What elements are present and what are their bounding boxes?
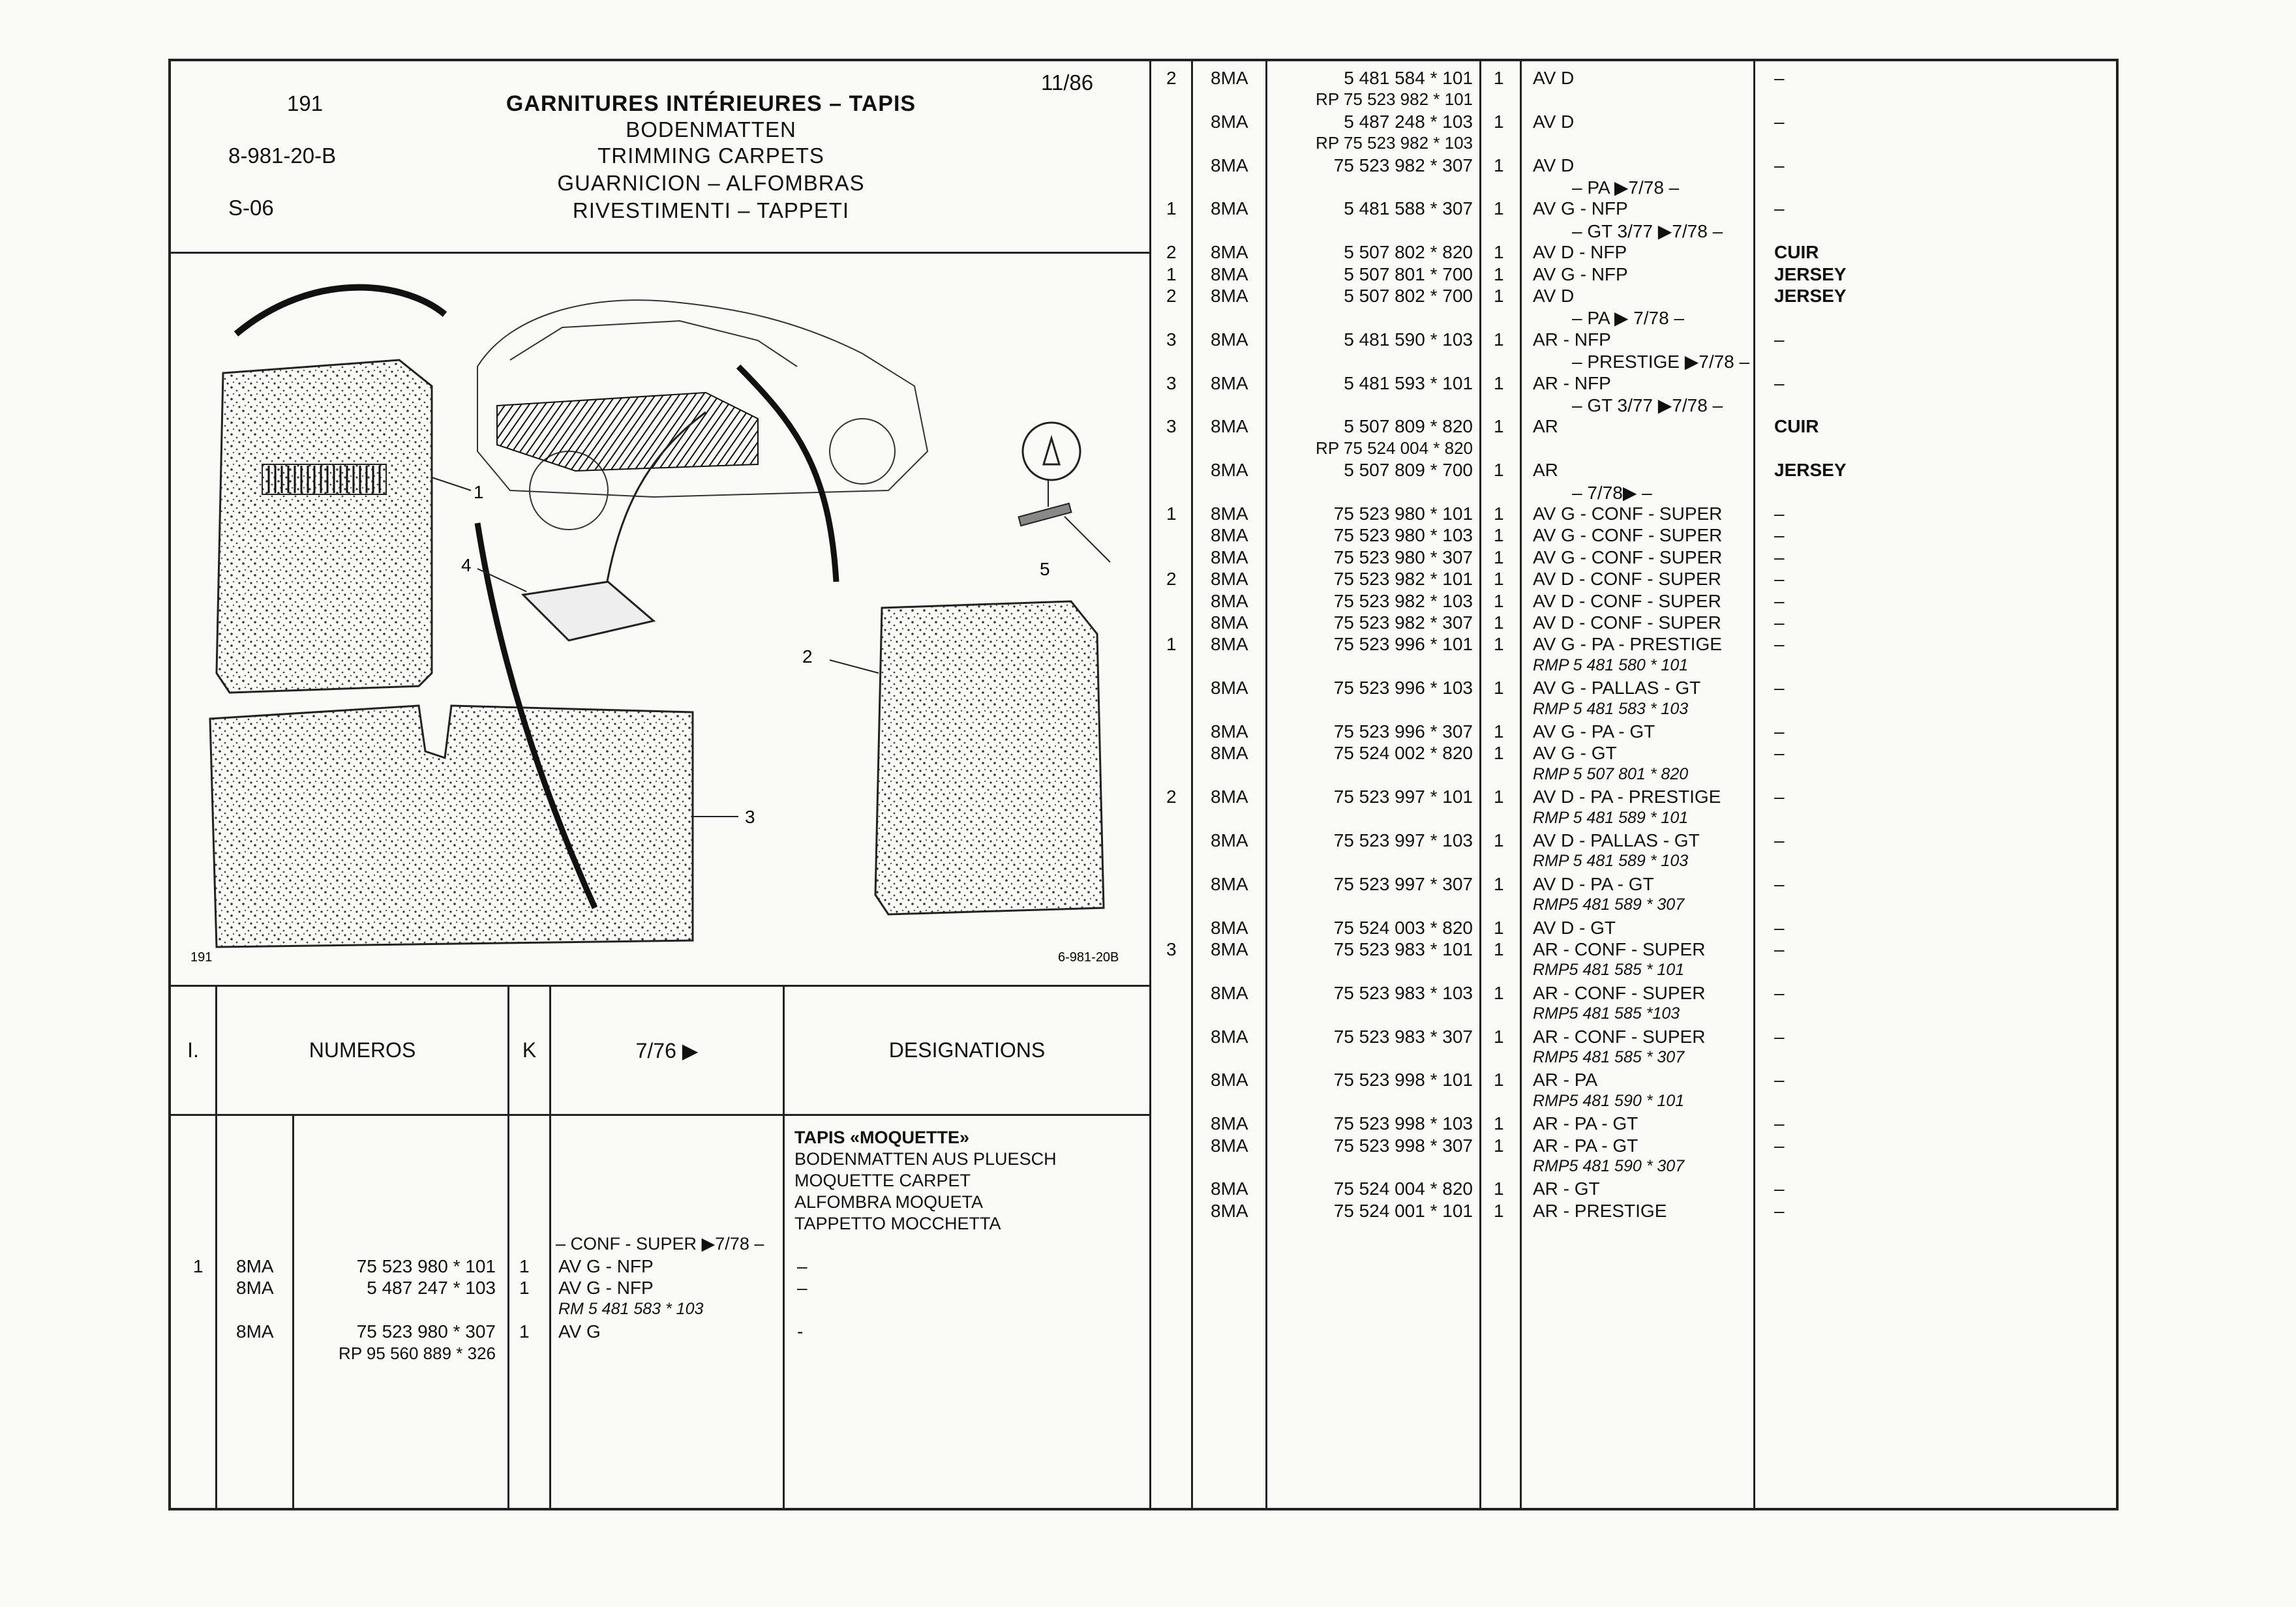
row-remark: CUIR (1774, 242, 1819, 263)
section-code: S-06 (228, 196, 274, 220)
row-part-number: 75 523 980 * 307 (1333, 547, 1473, 567)
row-k: 1 (1494, 68, 1504, 88)
row-k: 1 (1494, 634, 1504, 655)
title-italian: RIVESTIMENTI – TAPPETI (572, 198, 850, 222)
row-k: 1 (1494, 286, 1504, 306)
row-designation: AV G - NFP (558, 1278, 654, 1299)
row-part-number: 75 523 997 * 307 (1333, 873, 1473, 894)
row-k: 1 (1494, 263, 1504, 284)
row-remark: – (1774, 787, 1785, 807)
row-quantity-code: 8MA (1211, 68, 1248, 88)
desc-line-it: TAPPETTO MOCCHETTA (794, 1214, 1001, 1233)
title-german: BODENMATTEN (626, 117, 796, 142)
row-k: 1 (519, 1321, 530, 1342)
row-quantity-code: 8MA (1211, 743, 1248, 764)
row-designation: AV G - NFP (1533, 198, 1628, 219)
left-col-line-2 (292, 1114, 294, 1510)
row-index: 1 (1166, 503, 1177, 524)
row-index: 2 (1166, 242, 1177, 263)
row-remark: – (1774, 743, 1785, 764)
illustration-code-left: 191 (190, 950, 213, 965)
row-k: 1 (1494, 372, 1504, 393)
row-designation: RMP 5 481 583 * 103 (1533, 699, 1689, 718)
row-quantity-code: 8MA (1211, 721, 1248, 742)
row-part-number: 75 523 997 * 103 (1333, 830, 1473, 850)
row-part-number: 75 523 996 * 307 (1333, 721, 1473, 742)
row-quantity-code: 8MA (1211, 612, 1248, 633)
row-remark: JERSEY (1774, 286, 1847, 306)
row-part-number: 75 523 982 * 103 (1333, 590, 1473, 611)
row-designation: RMP 5 481 589 * 103 (1533, 852, 1689, 871)
row-k: 1 (1494, 1026, 1504, 1047)
row-k: 1 (519, 1256, 530, 1276)
row-part-number: 5 487 248 * 103 (1344, 111, 1473, 132)
row-quantity-code: 8MA (236, 1278, 274, 1299)
row-k: 1 (1494, 155, 1504, 175)
row-index: 2 (1166, 286, 1177, 306)
row-part-number: 75 523 983 * 307 (1333, 1026, 1473, 1047)
row-quantity-code: 8MA (1211, 1135, 1248, 1156)
row-index: 2 (1166, 569, 1177, 590)
col-header-numeros: NUMEROS (309, 1038, 416, 1062)
range-label: – CONF - SUPER ▶7/78 – (556, 1234, 764, 1254)
row-part-number: 75 523 996 * 103 (1333, 678, 1473, 698)
desc-line-de: BODENMATTEN AUS PLUESCH (794, 1149, 1057, 1169)
row-part-number: 75 523 982 * 307 (1333, 155, 1473, 175)
row-k: 1 (519, 1278, 530, 1299)
row-part-number: 75 523 980 * 103 (1333, 525, 1473, 546)
row-designation: AV D - PALLAS - GT (1533, 830, 1700, 850)
row-k: 1 (1494, 830, 1504, 850)
row-designation: AR - PA (1533, 1070, 1598, 1090)
row-designation: RMP5 481 585 * 307 (1533, 1048, 1685, 1066)
illustration-bottom-line (168, 985, 1149, 987)
row-remark: – (1774, 1200, 1785, 1221)
row-part-number: 75 523 982 * 101 (1333, 569, 1473, 590)
row-remark: – (797, 1256, 808, 1276)
row-designation: AR - GT (1533, 1179, 1600, 1199)
row-designation: RMP 5 481 580 * 101 (1533, 655, 1689, 674)
row-quantity-code: 8MA (1211, 1113, 1248, 1134)
row-designation: AV G - CONF - SUPER (1533, 547, 1723, 567)
row-quantity-code: 8MA (1211, 155, 1248, 175)
row-designation: – PA ▶ 7/78 – (1572, 308, 1685, 329)
right-col-line-1 (1191, 59, 1193, 1510)
row-designation: AV G - CONF - SUPER (1533, 525, 1723, 546)
row-remark: CUIR (1774, 416, 1819, 437)
row-k: 1 (1494, 917, 1504, 938)
row-quantity-code: 8MA (1211, 830, 1248, 850)
row-index: 2 (1166, 68, 1177, 88)
row-part-number: 75 523 980 * 101 (1333, 503, 1473, 524)
model-number: 191 (287, 91, 324, 115)
row-designation: AV D (1533, 111, 1575, 132)
row-k: 1 (1494, 1070, 1504, 1090)
row-remark: – (1774, 1135, 1785, 1156)
left-col-line-1 (215, 985, 217, 1510)
row-k: 1 (1494, 721, 1504, 742)
row-k: 1 (1494, 873, 1504, 894)
row-k: 1 (1494, 982, 1504, 1003)
revision-date: 11/86 (1041, 70, 1094, 95)
row-designation: RMP5 481 585 *103 (1533, 1004, 1680, 1023)
row-remark: – (1774, 1026, 1785, 1047)
row-designation: AR - PRESTIGE (1533, 1200, 1667, 1221)
row-designation: – PRESTIGE ▶7/78 – (1572, 352, 1750, 372)
row-part-number: 5 487 247 * 103 (367, 1278, 496, 1299)
row-index: 1 (1166, 263, 1177, 284)
row-part-number: 5 507 802 * 820 (1344, 242, 1473, 263)
row-quantity-code: 8MA (1211, 787, 1248, 807)
row-designation: AV D (1533, 286, 1575, 306)
heel-wedge (523, 582, 654, 640)
row-quantity-code: 8MA (1211, 372, 1248, 393)
col-header-date: 7/76 ▶ (635, 1039, 699, 1062)
front-left-mat (217, 360, 432, 693)
trim-strip-right (738, 367, 836, 582)
row-remark: – (1774, 721, 1785, 742)
left-col-line-3 (507, 985, 509, 1510)
row-quantity-code: 8MA (1211, 982, 1248, 1003)
row-quantity-code: 8MA (236, 1256, 274, 1276)
row-quantity-code: 8MA (1211, 917, 1248, 938)
row-k: 1 (1494, 1113, 1504, 1134)
row-quantity-code: 8MA (1211, 678, 1248, 698)
row-remark: – (1774, 1113, 1785, 1134)
row-designation: AR (1533, 460, 1558, 481)
row-designation: – 7/78▶ – (1572, 482, 1652, 503)
row-index: 3 (1166, 939, 1177, 959)
row-remark: – (1774, 612, 1785, 633)
row-designation: AR - NFP (1533, 329, 1611, 350)
row-remark: – (1774, 830, 1785, 850)
row-designation: AV D - CONF - SUPER (1533, 590, 1721, 611)
row-designation: RMP5 481 589 * 307 (1533, 895, 1685, 914)
row-remark: – (1774, 503, 1785, 524)
row-part-number: 5 507 801 * 700 (1344, 263, 1473, 284)
row-part-number: 5 481 590 * 103 (1344, 329, 1473, 350)
row-part-number: 5 507 802 * 700 (1344, 286, 1473, 306)
row-part-number: 75 523 998 * 307 (1333, 1135, 1473, 1156)
row-quantity-code: 8MA (1211, 286, 1248, 306)
row-index: 3 (1166, 372, 1177, 393)
row-part-number: 5 481 588 * 307 (1344, 198, 1473, 219)
row-designation: RMP 5 481 589 * 101 (1533, 808, 1689, 827)
row-k: 1 (1494, 678, 1504, 698)
row-remark: – (1774, 68, 1785, 88)
row-designation: AR - CONF - SUPER (1533, 1026, 1706, 1047)
row-designation: AV D - PA - PRESTIGE (1533, 787, 1721, 807)
row-k: 1 (1494, 590, 1504, 611)
row-part-number: 75 523 983 * 103 (1333, 982, 1473, 1003)
front-right-mat (875, 601, 1104, 914)
row-remark: – (1774, 329, 1785, 350)
row-remark: JERSEY (1774, 263, 1847, 284)
row-k: 1 (1494, 569, 1504, 590)
row-quantity-code: 8MA (1211, 1200, 1248, 1221)
row-k: 1 (1494, 242, 1504, 263)
row-designation: AV D - GT (1533, 917, 1616, 938)
center-divider (1149, 59, 1151, 1510)
right-col-line-4 (1520, 59, 1522, 1510)
row-quantity-code: 8MA (1211, 590, 1248, 611)
rear-mat (210, 706, 693, 947)
row-remark: – (1774, 982, 1785, 1003)
row-quantity-code: 8MA (1211, 873, 1248, 894)
row-remark: – (1774, 111, 1785, 132)
row-part-number: RP 75 523 982 * 103 (1316, 133, 1473, 153)
row-part-number: 5 507 809 * 700 (1344, 460, 1473, 481)
callout-3: 3 (745, 807, 755, 827)
row-k: 1 (1494, 1179, 1504, 1199)
left-col-line-4 (549, 985, 551, 1510)
row-quantity-code: 8MA (1211, 503, 1248, 524)
row-designation: AR - CONF - SUPER (1533, 982, 1706, 1003)
title-spanish: GUARNICION – ALFOMBRAS (557, 171, 865, 195)
header-bottom-line (168, 252, 1149, 254)
col-header-designations: DESIGNATIONS (888, 1038, 1046, 1062)
row-quantity-code: 8MA (1211, 569, 1248, 590)
row-designation: AR - NFP (1533, 372, 1611, 393)
carpet-exploded-diagram (171, 256, 1147, 982)
row-designation: AV D (1533, 68, 1575, 88)
row-k: 1 (1494, 1135, 1504, 1156)
row-designation: – GT 3/77 ▶7/78 – (1572, 395, 1723, 415)
row-designation: AV D - CONF - SUPER (1533, 612, 1721, 633)
callout-1: 1 (474, 482, 484, 502)
row-designation: AV G - PA - GT (1533, 721, 1655, 742)
desc-line-en: MOQUETTE CARPET (794, 1171, 971, 1190)
row-remark: – (1774, 198, 1785, 219)
row-designation: AR (1533, 416, 1558, 437)
desc-line-es: ALFOMBRA MOQUETA (794, 1192, 984, 1212)
row-remark: – (1774, 547, 1785, 567)
row-quantity-code: 8MA (1211, 263, 1248, 284)
row-k: 1 (1494, 743, 1504, 764)
row-quantity-code: 8MA (1211, 939, 1248, 959)
row-part-number: 5 507 809 * 820 (1344, 416, 1473, 437)
row-remark: – (1774, 155, 1785, 175)
designation-description (794, 1127, 1057, 1235)
row-quantity-code: 8MA (1211, 1070, 1248, 1090)
floor-well-hatched (497, 393, 758, 471)
trim-strip-left (236, 288, 445, 334)
row-k: 1 (1494, 547, 1504, 567)
row-part-number: 75 523 980 * 307 (356, 1321, 496, 1342)
row-remark: – (1774, 634, 1785, 655)
row-remark: – (1774, 917, 1785, 938)
row-remark: - (797, 1321, 804, 1342)
row-quantity-code: 8MA (1211, 111, 1248, 132)
callout-4: 4 (461, 555, 472, 575)
row-designation: RMP 5 507 801 * 820 (1533, 764, 1689, 783)
row-designation: AV G (558, 1321, 601, 1342)
row-remark: JERSEY (1774, 460, 1847, 481)
row-part-number: 75 524 001 * 101 (1333, 1200, 1473, 1221)
row-part-number: 75 523 998 * 103 (1333, 1113, 1473, 1134)
row-k: 1 (1494, 198, 1504, 219)
row-part-number: 5 481 584 * 101 (1344, 68, 1473, 88)
title-french: GARNITURES INTÉRIEURES – TAPIS (506, 91, 916, 116)
row-designation: AV G - NFP (558, 1256, 654, 1276)
row-designation: – PA ▶7/78 – (1572, 177, 1680, 198)
row-part-number: RP 95 560 889 * 326 (339, 1343, 496, 1363)
row-k: 1 (1494, 1200, 1504, 1221)
row-remark: – (1774, 873, 1785, 894)
row-k: 1 (1494, 612, 1504, 633)
row-remark: – (1774, 678, 1785, 698)
row-designation: AV D - PA - GT (1533, 873, 1654, 894)
row-remark: – (1774, 590, 1785, 611)
row-quantity-code: 8MA (1211, 634, 1248, 655)
row-designation: AR - PA - GT (1533, 1135, 1639, 1156)
row-designation: AV D (1533, 155, 1575, 175)
row-quantity-code: 8MA (1211, 1026, 1248, 1047)
row-quantity-code: 8MA (1211, 198, 1248, 219)
left-col-line-5 (783, 985, 785, 1510)
row-part-number: 75 523 997 * 101 (1333, 787, 1473, 807)
row-part-number: RP 75 523 982 * 101 (1316, 89, 1473, 110)
row-part-number: 75 524 002 * 820 (1333, 743, 1473, 764)
right-col-line-5 (1753, 59, 1755, 1510)
row-part-number: 75 524 004 * 820 (1333, 1179, 1473, 1199)
row-index: 2 (1166, 787, 1177, 807)
row-k: 1 (1494, 416, 1504, 437)
row-designation: RMP5 481 590 * 101 (1533, 1091, 1685, 1110)
row-k: 1 (1494, 329, 1504, 350)
row-part-number: RP 75 524 004 * 820 (1316, 438, 1473, 458)
row-remark: – (1774, 372, 1785, 393)
row-k: 1 (1494, 503, 1504, 524)
row-k: 1 (1494, 460, 1504, 481)
row-index: 3 (1166, 416, 1177, 437)
row-remark: – (1774, 1179, 1785, 1199)
row-designation: AV D - CONF - SUPER (1533, 569, 1721, 590)
row-index: 1 (1166, 198, 1177, 219)
row-designation: AV G - NFP (1533, 263, 1628, 284)
callout-2: 2 (802, 646, 813, 667)
row-k: 1 (1494, 787, 1504, 807)
row-k: 1 (1494, 525, 1504, 546)
row-quantity-code: 8MA (1211, 242, 1248, 263)
illustration-code-right: 6-981-20B (1058, 950, 1119, 965)
row-part-number: 75 523 998 * 101 (1333, 1070, 1473, 1090)
col-header-k: K (522, 1038, 537, 1062)
row-designation: AR - PA - GT (1533, 1113, 1639, 1134)
row-designation: RM 5 481 583 * 103 (558, 1299, 704, 1318)
row-remark: – (1774, 569, 1785, 590)
row-designation: AV G - PA - PRESTIGE (1533, 634, 1722, 655)
row-part-number: 5 481 593 * 101 (1344, 372, 1473, 393)
row-quantity-code: 8MA (1211, 416, 1248, 437)
row-designation: AR - CONF - SUPER (1533, 939, 1706, 959)
row-quantity-code: 8MA (236, 1321, 274, 1342)
row-remark: – (1774, 1070, 1785, 1090)
row-part-number: 75 523 982 * 307 (1333, 612, 1473, 633)
row-designation: AV G - GT (1533, 743, 1617, 764)
row-index: 3 (1166, 329, 1177, 350)
row-designation: – GT 3/77 ▶7/78 – (1572, 220, 1723, 241)
row-k: 1 (1494, 939, 1504, 959)
row-part-number: 75 523 980 * 101 (356, 1256, 496, 1276)
callout-5: 5 (1040, 559, 1050, 579)
desc-line-fr: TAPIS «MOQUETTE» (794, 1128, 970, 1147)
table-header-bottom-line (168, 1114, 1149, 1116)
row-index: 1 (1166, 634, 1177, 655)
row-remark: – (797, 1278, 808, 1299)
row-quantity-code: 8MA (1211, 525, 1248, 546)
row-designation: AV D - NFP (1533, 242, 1627, 263)
row-part-number: 75 524 003 * 820 (1333, 917, 1473, 938)
row-designation: AV G - PALLAS - GT (1533, 678, 1701, 698)
row-remark: – (1774, 939, 1785, 959)
row-index: 1 (193, 1256, 204, 1276)
row-designation: RMP5 481 585 * 101 (1533, 961, 1685, 980)
col-header-index: I. (187, 1038, 199, 1062)
row-part-number: 75 523 983 * 101 (1333, 939, 1473, 959)
title-english: TRIMMING CARPETS (597, 143, 824, 168)
row-quantity-code: 8MA (1211, 547, 1248, 567)
row-quantity-code: 8MA (1211, 1179, 1248, 1199)
row-part-number: 75 523 996 * 101 (1333, 634, 1473, 655)
group-code: 8-981-20-B (228, 143, 337, 168)
right-col-line-3 (1479, 59, 1481, 1510)
clip-detail (1019, 423, 1110, 562)
row-designation: RMP5 481 590 * 307 (1533, 1157, 1685, 1175)
row-k: 1 (1494, 111, 1504, 132)
row-quantity-code: 8MA (1211, 460, 1248, 481)
row-designation: AV G - CONF - SUPER (1533, 503, 1723, 524)
row-quantity-code: 8MA (1211, 329, 1248, 350)
row-remark: – (1774, 525, 1785, 546)
